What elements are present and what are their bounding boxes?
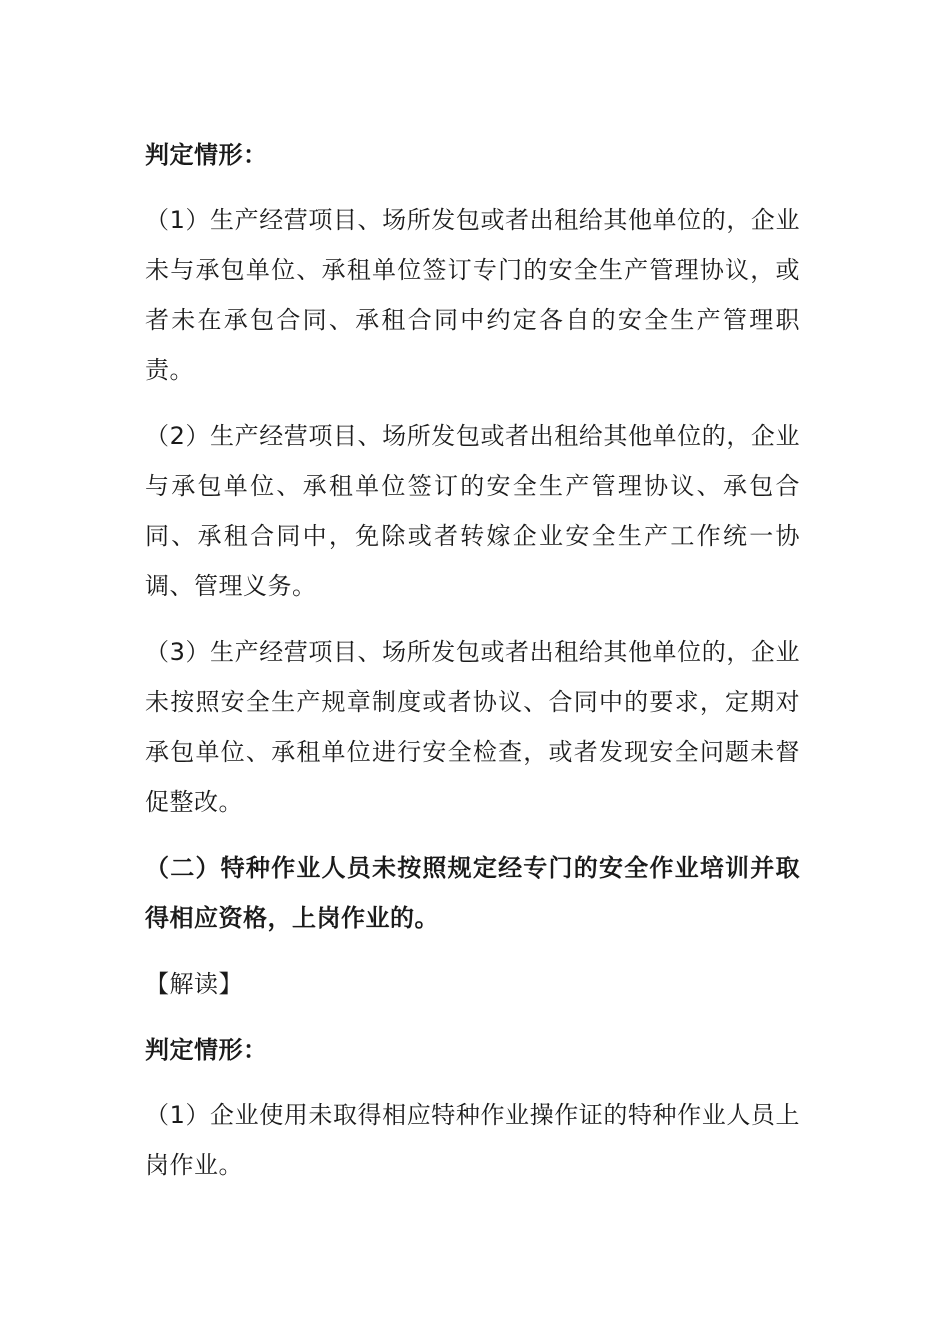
paragraph-item-1: （1）生产经营项目、场所发包或者出租给其他单位的，企业未与承包单位、承租单位签订专门的安全生产管理协议，或者未在承包合同、承租合同中约定各自的安全生产管理职责。 bbox=[145, 206, 800, 384]
section-heading-2: （二）特种作业人员未按照规定经专门的安全作业培训并取得相应资格，上岗作业的。 bbox=[145, 854, 800, 932]
paragraph-item-3: （3）生产经营项目、场所发包或者出租给其他单位的，企业未按照安全生产规章制度或者协议、合同中的要求，定期对承包单位、承租单位进行安全检查，或者发现安全问题未督促整改。 bbox=[145, 638, 800, 816]
document-body bbox=[145, 130, 800, 1190]
heading-judgment-situations: 判定情形： bbox=[145, 141, 268, 169]
interpretation-label: 【解读】 bbox=[145, 970, 243, 998]
heading-judgment-situations-2: 判定情形： bbox=[145, 1036, 268, 1064]
paragraph-item-4: （1）企业使用未取得相应特种作业操作证的特种作业人员上岗作业。 bbox=[145, 1101, 800, 1179]
paragraph-item-2: （2）生产经营项目、场所发包或者出租给其他单位的，企业与承包单位、承租单位签订的安全生产管理协议、承包合同、承租合同中，免除或者转嫁企业安全生产工作统一协调、管理义务。 bbox=[145, 422, 800, 600]
